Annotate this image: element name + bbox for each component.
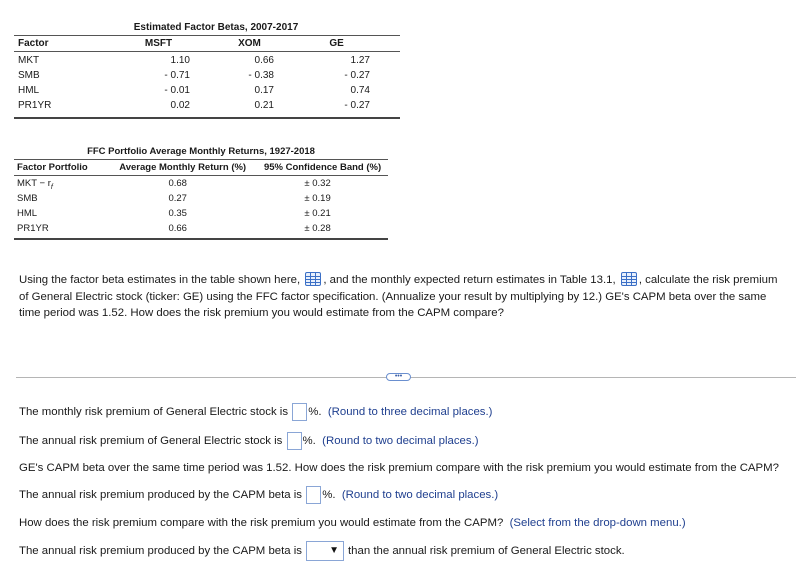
avg-return: 0.68 bbox=[168, 178, 187, 189]
answer-line-monthly bbox=[19, 402, 492, 422]
monthly-risk-premium-input[interactable] bbox=[292, 403, 307, 421]
mkt-subscript: f bbox=[50, 183, 53, 191]
factor-portfolio-name: HML bbox=[17, 208, 38, 219]
avg-return: 0.35 bbox=[168, 208, 187, 219]
factor-portfolio-name bbox=[14, 176, 108, 191]
header-xom: XOM bbox=[238, 38, 261, 49]
msft-beta: 0.02 bbox=[170, 100, 190, 111]
header-msft: MSFT bbox=[144, 38, 173, 49]
question-text bbox=[19, 272, 789, 322]
factor-name: HML bbox=[18, 85, 40, 96]
dropdown-arrow-icon: ▼ bbox=[329, 545, 340, 556]
avg-return: 0.27 bbox=[168, 193, 187, 204]
table-row bbox=[14, 68, 400, 83]
header-avg-return: Average Monthly Return (%) bbox=[119, 162, 247, 173]
percent-unit: %. bbox=[308, 406, 322, 418]
mkt-label: MKT − r bbox=[17, 178, 51, 189]
question-part-2: , and the monthly expected return estimates in Table 13.1, bbox=[323, 274, 616, 286]
table-grid-icon[interactable] bbox=[621, 272, 637, 286]
confidence-band: ± 0.28 bbox=[304, 223, 331, 234]
header-factor-portfolio: Factor Portfolio bbox=[17, 162, 88, 173]
factor-betas-title: Estimated Factor Betas, 2007-2017 bbox=[133, 22, 299, 33]
xom-beta: 0.17 bbox=[254, 85, 274, 96]
answer-line-capm-question bbox=[19, 458, 779, 478]
ffc-returns-title: FFC Portfolio Average Monthly Returns, 1927-2018 bbox=[87, 146, 315, 157]
factor-betas-body bbox=[14, 52, 400, 119]
factor-name: PR1YR bbox=[18, 100, 52, 111]
factor-betas-header bbox=[14, 35, 400, 52]
msft-beta: - 0.71 bbox=[164, 70, 190, 81]
msft-beta: 1.10 bbox=[170, 55, 190, 66]
answer-text: The monthly risk premium of General Electric stock is bbox=[19, 406, 289, 418]
ge-beta: - 0.27 bbox=[344, 100, 370, 111]
xom-beta: 0.21 bbox=[254, 100, 274, 111]
header-confidence-band: 95% Confidence Band (%) bbox=[263, 162, 382, 173]
rounding-hint: (Round to two decimal places.) bbox=[341, 489, 499, 501]
xom-beta: 0.66 bbox=[254, 55, 274, 66]
ffc-returns-table bbox=[14, 145, 388, 240]
more-options-button[interactable]: ••• bbox=[386, 373, 411, 381]
header-factor: Factor bbox=[18, 38, 49, 49]
table-row bbox=[14, 221, 388, 236]
table-grid-icon[interactable] bbox=[305, 272, 321, 286]
factor-portfolio-name: PR1YR bbox=[17, 223, 49, 234]
confidence-band: ± 0.32 bbox=[304, 178, 331, 189]
comparison-dropdown[interactable] bbox=[306, 541, 344, 561]
answer-text: How does the risk premium compare with the risk premium you would estimate from the CAPM? bbox=[19, 517, 504, 529]
answer-text: GE's CAPM beta over the same time period was 1.52. How does the risk premium compare with the risk premium you would estimate from the CAPM? bbox=[19, 462, 779, 474]
question-part-3: , calculate the risk premium of General Electric stock (ticker: GE) using the FFC factor specification. (Annualize your result by multiplying by 12.) GE's CAPM beta over the same time period was 1.52. How does the risk premium you would estimate from the CAPM compare? bbox=[19, 274, 778, 319]
annual-risk-premium-input[interactable] bbox=[287, 432, 302, 450]
ffc-returns-header bbox=[14, 159, 388, 176]
capm-risk-premium-input[interactable] bbox=[306, 486, 321, 504]
rounding-hint: (Round to two decimal places.) bbox=[322, 435, 479, 447]
table-row bbox=[14, 176, 388, 191]
question-part-1: Using the factor beta estimates in the table shown here, bbox=[19, 274, 301, 286]
answer-line-annual bbox=[19, 431, 479, 451]
table-row bbox=[14, 191, 388, 206]
answer-text: The annual risk premium produced by the CAPM beta is bbox=[19, 489, 303, 501]
factor-portfolio-name: SMB bbox=[17, 193, 38, 204]
answer-line-capm-premium bbox=[19, 485, 498, 505]
answer-text: The annual risk premium of General Electric stock is bbox=[19, 435, 283, 447]
percent-unit: %. bbox=[322, 489, 336, 501]
ge-beta: - 0.27 bbox=[344, 70, 370, 81]
table-row bbox=[14, 98, 400, 113]
dropdown-hint: (Select from the drop-down menu.) bbox=[509, 517, 686, 529]
answer-line-compare bbox=[19, 541, 625, 561]
avg-return: 0.66 bbox=[168, 223, 187, 234]
table-row bbox=[14, 83, 400, 98]
ffc-returns-body bbox=[14, 176, 388, 240]
factor-betas-table bbox=[14, 20, 400, 119]
answer-text-after: than the annual risk premium of General Electric stock. bbox=[348, 545, 625, 557]
rounding-hint: (Round to three decimal places.) bbox=[327, 406, 493, 418]
factor-name: MKT bbox=[18, 55, 40, 66]
confidence-band: ± 0.19 bbox=[304, 193, 331, 204]
answer-text: The annual risk premium produced by the CAPM beta is bbox=[19, 545, 303, 557]
ge-beta: 0.74 bbox=[350, 85, 370, 96]
header-ge: GE bbox=[329, 38, 344, 49]
percent-unit: %. bbox=[302, 435, 316, 447]
table-row bbox=[14, 206, 388, 221]
factor-name: SMB bbox=[18, 70, 40, 81]
xom-beta: - 0.38 bbox=[248, 70, 274, 81]
msft-beta: - 0.01 bbox=[164, 85, 190, 96]
confidence-band: ± 0.21 bbox=[304, 208, 331, 219]
answer-line-compare-question bbox=[19, 513, 686, 533]
ge-beta: 1.27 bbox=[350, 55, 370, 66]
table-row bbox=[14, 53, 400, 68]
